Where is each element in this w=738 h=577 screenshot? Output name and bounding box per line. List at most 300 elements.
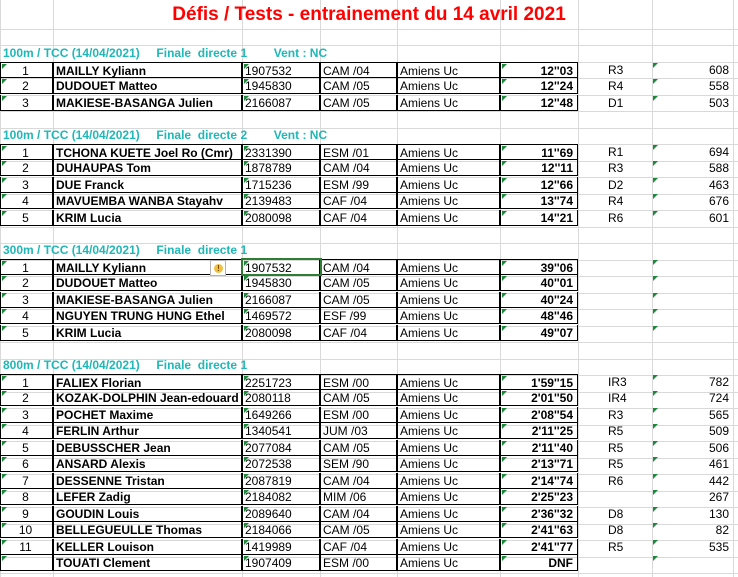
cell-club[interactable]: Amiens Uc [397, 177, 500, 193]
cell-pts[interactable]: 601 [652, 210, 733, 226]
cell-club[interactable]: Amiens Uc [397, 292, 500, 308]
warning-icon[interactable] [210, 260, 226, 276]
warning-dot-icon: ! [214, 264, 223, 273]
cell-club[interactable]: Amiens Uc [397, 95, 500, 111]
comment-marker-icon [502, 540, 507, 545]
cell-pts[interactable]: 130 [652, 506, 733, 522]
comment-marker-icon [653, 96, 658, 101]
cell-club[interactable]: Amiens Uc [397, 522, 500, 538]
comment-marker-icon [2, 326, 7, 331]
cell-perf[interactable]: 2'08''54 [500, 407, 578, 423]
cell-lvl[interactable]: R4 [608, 194, 624, 208]
cell-lvl[interactable]: IR3 [608, 375, 627, 389]
comment-marker-icon [244, 64, 249, 69]
cell-name[interactable]: FALIEX Florian [53, 374, 242, 390]
cell-name[interactable]: LEFER Zadig [53, 489, 242, 505]
cell-license[interactable]: 1715236 [242, 177, 320, 193]
comment-marker-icon [502, 178, 507, 183]
cell-lvl[interactable]: D8 [608, 507, 624, 521]
cell-license[interactable]: 1419989 [242, 539, 320, 555]
cell-pts[interactable]: 442 [652, 473, 733, 489]
cell-rank[interactable]: 4 [0, 423, 53, 439]
comment-marker-icon [653, 408, 658, 413]
table-row [0, 275, 738, 291]
cell-pts[interactable] [652, 292, 733, 308]
cell-rank[interactable]: 1 [0, 259, 53, 275]
cell-rank[interactable]: 2 [0, 160, 53, 176]
cell-pts[interactable] [652, 555, 733, 571]
cell-license[interactable]: 1649266 [242, 407, 320, 423]
cell-cat[interactable]: CAF /04 [320, 210, 397, 226]
cell-cat[interactable]: ESM /00 [320, 555, 397, 571]
table-row [0, 522, 738, 538]
cell-club[interactable]: Amiens Uc [397, 259, 500, 275]
cell-license[interactable]: 2139483 [242, 193, 320, 209]
cell-perf[interactable]: 2'36''32 [500, 506, 578, 522]
cell-club[interactable]: Amiens Uc [397, 440, 500, 456]
comment-marker-icon [2, 161, 7, 166]
cell-rank[interactable]: 5 [0, 210, 53, 226]
cell-club[interactable]: Amiens Uc [397, 473, 500, 489]
cell-perf[interactable]: 2'11''40 [500, 440, 578, 456]
comment-marker-icon [244, 474, 249, 479]
cell-perf[interactable]: 2'01''50 [500, 390, 578, 406]
cell-pts[interactable] [652, 259, 733, 275]
comment-marker-icon [244, 457, 249, 462]
cell-cat[interactable]: SEM /90 [320, 456, 397, 472]
cell-rank[interactable]: 3 [0, 95, 53, 111]
cell-lvl[interactable]: R1 [608, 145, 624, 159]
cell-name[interactable]: NGUYEN TRUNG HUNG Ethel [53, 308, 242, 324]
cell-lvl[interactable]: R3 [608, 63, 624, 77]
cell-license[interactable]: 1907532 [242, 259, 320, 275]
cell-pts[interactable]: 588 [652, 160, 733, 176]
cell-cat[interactable]: CAM /04 [320, 473, 397, 489]
cell-club[interactable]: Amiens Uc [397, 539, 500, 555]
cell-rank[interactable]: 5 [0, 325, 53, 341]
comment-marker-icon [653, 556, 658, 561]
cell-club[interactable]: Amiens Uc [397, 325, 500, 341]
cell-license[interactable]: 2087819 [242, 473, 320, 489]
table-row [0, 539, 738, 555]
cell-name[interactable]: GOUDIN Louis [53, 506, 242, 522]
cell-rank[interactable]: 3 [0, 407, 53, 423]
comment-marker-icon [502, 507, 507, 512]
cell-license[interactable]: 2184082 [242, 489, 320, 505]
comment-marker-icon [244, 161, 249, 166]
cell-name[interactable]: TCHONA KUETE Joel Ro (Cmr) [53, 144, 242, 160]
comment-marker-icon [502, 261, 507, 266]
cell-pts[interactable]: 506 [652, 440, 733, 456]
cell-name[interactable]: DUDOUET Matteo [53, 275, 242, 291]
cell-cat[interactable]: ESM /00 [320, 374, 397, 390]
cell-license[interactable]: 2072538 [242, 456, 320, 472]
cell-pts[interactable]: 535 [652, 539, 733, 555]
cell-pts[interactable]: 782 [652, 374, 733, 390]
cell-cat[interactable]: CAM /05 [320, 95, 397, 111]
cell-pts[interactable] [652, 275, 733, 291]
table-row [0, 308, 738, 324]
cell-cat[interactable]: JUM /03 [320, 423, 397, 439]
cell-lvl[interactable] [578, 325, 652, 341]
cell-rank[interactable]: 2 [0, 390, 53, 406]
comment-marker-icon [502, 211, 507, 216]
comment-marker-icon [502, 79, 507, 84]
cell-license[interactable]: 2080118 [242, 390, 320, 406]
comment-marker-icon [244, 293, 249, 298]
cell-license[interactable]: 2166087 [242, 292, 320, 308]
cell-club[interactable]: Amiens Uc [397, 193, 500, 209]
cell-license[interactable]: 2251723 [242, 374, 320, 390]
cell-license[interactable]: 1340541 [242, 423, 320, 439]
comment-marker-icon [244, 540, 249, 545]
cell-perf[interactable]: 2'41''77 [500, 539, 578, 555]
cell-perf[interactable]: 14''21 [500, 210, 578, 226]
table-row [0, 390, 738, 406]
cell-lvl[interactable]: R4 [608, 79, 624, 93]
comment-marker-icon [2, 96, 7, 101]
cell-cat[interactable]: CAM /05 [320, 78, 397, 94]
table-row [0, 423, 738, 439]
cell-rank[interactable]: 1 [0, 374, 53, 390]
table-row [0, 473, 738, 489]
comment-marker-icon [502, 391, 507, 396]
cell-name[interactable]: POCHET Maxime [53, 407, 242, 423]
cell-license[interactable]: 2080098 [242, 325, 320, 341]
comment-marker-icon [502, 408, 507, 413]
comment-marker-icon [653, 260, 658, 265]
comment-marker-icon [502, 96, 507, 101]
cell-license[interactable]: 1907532 [242, 62, 320, 78]
cell-license[interactable]: 1469572 [242, 308, 320, 324]
comment-marker-icon [502, 376, 507, 381]
table-row [0, 506, 738, 522]
cell-club[interactable]: Amiens Uc [397, 506, 500, 522]
comment-marker-icon [2, 424, 7, 429]
cell-cat[interactable]: CAF /04 [320, 193, 397, 209]
comment-marker-icon [653, 326, 658, 331]
section-header: 300m / TCC (14/04/2021) Finale directe 1 [3, 243, 248, 257]
comment-marker-icon [244, 424, 249, 429]
cell-lvl[interactable]: R6 [608, 211, 624, 225]
comment-marker-icon [2, 540, 7, 545]
comment-marker-icon [653, 63, 658, 68]
cell-name[interactable]: MAKIESE-BASANGA Julien [53, 95, 242, 111]
comment-marker-icon [244, 408, 249, 413]
cell-perf[interactable]: 13''74 [500, 193, 578, 209]
cell-rank[interactable]: 10 [0, 522, 53, 538]
comment-marker-icon [244, 556, 249, 561]
cell-perf[interactable]: 12''11 [500, 160, 578, 176]
cell-pts[interactable]: 82 [652, 522, 733, 538]
comment-marker-icon [502, 490, 507, 495]
cell-name[interactable]: DUDOUET Matteo [53, 78, 242, 94]
cell-rank[interactable]: 11 [0, 539, 53, 555]
cell-cat[interactable]: CAM /05 [320, 292, 397, 308]
cell-cat[interactable]: CAM /04 [320, 506, 397, 522]
cell-perf[interactable]: 39''06 [500, 259, 578, 275]
cell-club[interactable]: Amiens Uc [397, 62, 500, 78]
cell-club[interactable]: Amiens Uc [397, 407, 500, 423]
grid-row-line [0, 342, 738, 343]
cell-club[interactable]: Amiens Uc [397, 210, 500, 226]
cell-rank[interactable]: 7 [0, 473, 53, 489]
cell-name[interactable]: DEBUSSCHER Jean [53, 440, 242, 456]
cell-pts[interactable]: 267 [652, 489, 733, 505]
cell-name[interactable]: BELLEGUEULLE Thomas [53, 522, 242, 538]
cell-rank[interactable]: 2 [0, 78, 53, 94]
comment-marker-icon [244, 326, 249, 331]
cell-lvl[interactable]: R5 [608, 424, 624, 438]
grid-row-line [0, 29, 738, 30]
cell-lvl[interactable]: IR4 [608, 391, 627, 405]
table-row [0, 374, 738, 390]
cell-pts[interactable]: 694 [652, 144, 733, 160]
cell-cat[interactable]: MIM /06 [320, 489, 397, 505]
selected-cell-outline [241, 258, 322, 276]
comment-marker-icon [653, 79, 658, 84]
cell-pts[interactable]: 461 [652, 456, 733, 472]
cell-cat[interactable]: ESM /99 [320, 177, 397, 193]
cell-perf[interactable]: 2'25''23 [500, 489, 578, 505]
cell-perf[interactable]: 2'13''71 [500, 456, 578, 472]
cell-lvl[interactable]: R3 [608, 161, 624, 175]
cell-rank[interactable]: 9 [0, 506, 53, 522]
grid-row-line [0, 573, 738, 574]
cell-name[interactable]: MAILLY Kyliann [53, 259, 242, 275]
cell-pts[interactable]: 503 [652, 95, 733, 111]
cell-perf[interactable]: 40''01 [500, 275, 578, 291]
cell-club[interactable]: Amiens Uc [397, 423, 500, 439]
cell-cat[interactable]: CAM /04 [320, 259, 397, 275]
cell-license[interactable]: 2077084 [242, 440, 320, 456]
cell-perf[interactable]: 40''24 [500, 292, 578, 308]
cell-perf[interactable]: 48''46 [500, 308, 578, 324]
cell-cat[interactable]: CAM /04 [320, 62, 397, 78]
cell-perf[interactable]: 1'59''15 [500, 374, 578, 390]
comment-marker-icon [502, 161, 507, 166]
cell-pts[interactable] [652, 308, 733, 324]
cell-name[interactable]: MAVUEMBA WANBA Stayahv [53, 193, 242, 209]
cell-name[interactable]: KELLER Louison [53, 539, 242, 555]
table-row [0, 193, 738, 209]
cell-club[interactable]: Amiens Uc [397, 390, 500, 406]
comment-marker-icon [502, 276, 507, 281]
table-row [0, 160, 738, 176]
cell-club[interactable]: Amiens Uc [397, 160, 500, 176]
cell-perf[interactable]: 12''48 [500, 95, 578, 111]
section-header: 100m / TCC (14/04/2021) Finale directe 1 Vent : NC [3, 46, 328, 60]
comment-marker-icon [244, 194, 249, 199]
section-header: 800m / TCC (14/04/2021) Finale directe 1 [3, 358, 248, 372]
cell-cat[interactable]: CAM /05 [320, 390, 397, 406]
cell-lvl[interactable] [578, 259, 652, 275]
cell-license[interactable]: 2184066 [242, 522, 320, 538]
comment-marker-icon [244, 211, 249, 216]
cell-perf[interactable]: 2'14''74 [500, 473, 578, 489]
table-row [0, 62, 738, 78]
cell-cat[interactable]: CAM /05 [320, 440, 397, 456]
cell-club[interactable]: Amiens Uc [397, 78, 500, 94]
cell-club[interactable]: Amiens Uc [397, 374, 500, 390]
cell-cat[interactable]: ESM /01 [320, 144, 397, 160]
table-row [0, 555, 738, 571]
comment-marker-icon [653, 523, 658, 528]
cell-perf[interactable]: 12''03 [500, 62, 578, 78]
cell-cat[interactable]: ESF /99 [320, 308, 397, 324]
comment-marker-icon [2, 64, 7, 69]
cell-club[interactable]: Amiens Uc [397, 275, 500, 291]
cell-perf[interactable]: 49''07 [500, 325, 578, 341]
comment-marker-icon [2, 293, 7, 298]
comment-marker-icon [244, 146, 249, 151]
comment-marker-icon [653, 375, 658, 380]
cell-license[interactable]: 2331390 [242, 144, 320, 160]
cell-lvl[interactable]: D8 [608, 523, 624, 537]
cell-lvl[interactable]: R3 [608, 408, 624, 422]
cell-lvl[interactable]: D2 [608, 178, 624, 192]
comment-marker-icon [502, 474, 507, 479]
comment-marker-icon [653, 540, 658, 545]
cell-lvl[interactable]: R5 [608, 441, 624, 455]
comment-marker-icon [244, 178, 249, 183]
cell-license[interactable]: 1945830 [242, 275, 320, 291]
comment-marker-icon [244, 523, 249, 528]
cell-lvl[interactable] [578, 308, 652, 324]
cell-license[interactable]: 1907409 [242, 555, 320, 571]
cell-rank[interactable]: 3 [0, 292, 53, 308]
cell-cat[interactable]: CAM /04 [320, 160, 397, 176]
cell-club[interactable]: Amiens Uc [397, 555, 500, 571]
comment-marker-icon [244, 309, 249, 314]
comment-marker-icon [502, 293, 507, 298]
cell-rank[interactable]: 1 [0, 62, 53, 78]
cell-name[interactable]: ANSARD Alexis [53, 456, 242, 472]
cell-pts[interactable]: 463 [652, 177, 733, 193]
comment-marker-icon [502, 441, 507, 446]
cell-name[interactable]: DUHAUPAS Tom [53, 160, 242, 176]
cell-lvl[interactable]: R5 [608, 540, 624, 554]
comment-marker-icon [502, 457, 507, 462]
grid-row-line [0, 111, 738, 112]
cell-cat[interactable]: CAF /04 [320, 539, 397, 555]
cell-lvl[interactable]: R5 [608, 457, 624, 471]
cell-club[interactable]: Amiens Uc [397, 144, 500, 160]
comment-marker-icon [653, 145, 658, 150]
cell-rank[interactable]: 2 [0, 275, 53, 291]
cell-pts[interactable]: 565 [652, 407, 733, 423]
cell-cat[interactable]: CAM /05 [320, 522, 397, 538]
comment-marker-icon [653, 507, 658, 512]
table-row [0, 210, 738, 226]
cell-name[interactable]: KRIM Lucia [53, 210, 242, 226]
cell-pts[interactable] [652, 325, 733, 341]
comment-marker-icon [502, 523, 507, 528]
table-row [0, 456, 738, 472]
cell-pts[interactable]: 509 [652, 423, 733, 439]
cell-rank[interactable]: 8 [0, 489, 53, 505]
comment-marker-icon [653, 424, 658, 429]
cell-lvl[interactable] [578, 489, 652, 505]
cell-perf[interactable]: DNF [500, 555, 578, 571]
comment-marker-icon [653, 490, 658, 495]
comment-marker-icon [2, 441, 7, 446]
cell-license[interactable]: 2080098 [242, 210, 320, 226]
cell-perf[interactable]: 2'11''25 [500, 423, 578, 439]
table-row [0, 177, 738, 193]
cell-rank[interactable]: 1 [0, 144, 53, 160]
cell-lvl[interactable]: D1 [608, 96, 624, 110]
section-header: 100m / TCC (14/04/2021) Finale directe 2 Vent : NC [3, 128, 328, 142]
comment-marker-icon [2, 309, 7, 314]
cell-perf[interactable]: 12''24 [500, 78, 578, 94]
comment-marker-icon [502, 556, 507, 561]
cell-name[interactable]: MAILLY Kyliann [53, 62, 242, 78]
cell-perf[interactable]: 11''69 [500, 144, 578, 160]
cell-license[interactable]: 2089640 [242, 506, 320, 522]
cell-cat[interactable]: ESM /00 [320, 407, 397, 423]
table-row [0, 407, 738, 423]
cell-lvl[interactable] [578, 292, 652, 308]
cell-cat[interactable]: CAF /04 [320, 325, 397, 341]
comment-marker-icon [653, 276, 658, 281]
cell-rank[interactable]: 3 [0, 177, 53, 193]
cell-perf[interactable]: 12''66 [500, 177, 578, 193]
cell-name[interactable]: KRIM Lucia [53, 325, 242, 341]
comment-marker-icon [502, 64, 507, 69]
comment-marker-icon [653, 194, 658, 199]
cell-name[interactable]: DUE Franck [53, 177, 242, 193]
cell-license[interactable]: 2166087 [242, 95, 320, 111]
cell-lvl[interactable] [578, 555, 652, 571]
cell-pts[interactable]: 608 [652, 62, 733, 78]
cell-pts[interactable]: 676 [652, 193, 733, 209]
cell-pts[interactable]: 558 [652, 78, 733, 94]
cell-club[interactable]: Amiens Uc [397, 456, 500, 472]
cell-pts[interactable]: 724 [652, 390, 733, 406]
cell-lvl[interactable]: R6 [608, 474, 624, 488]
comment-marker-icon [502, 326, 507, 331]
comment-marker-icon [653, 309, 658, 314]
comment-marker-icon [2, 178, 7, 183]
cell-rank[interactable] [0, 555, 53, 571]
cell-name[interactable]: DESSENNE Tristan [53, 473, 242, 489]
cell-club[interactable]: Amiens Uc [397, 308, 500, 324]
comment-marker-icon [2, 474, 7, 479]
cell-name[interactable]: TOUATI Clement [53, 555, 242, 571]
cell-name[interactable]: KOZAK-DOLPHIN Jean-edouard [53, 390, 242, 406]
comment-marker-icon [2, 146, 7, 151]
cell-cat[interactable]: CAM /05 [320, 275, 397, 291]
cell-rank[interactable]: 5 [0, 440, 53, 456]
cell-rank[interactable]: 4 [0, 308, 53, 324]
cell-rank[interactable]: 6 [0, 456, 53, 472]
cell-license[interactable]: 1945830 [242, 78, 320, 94]
cell-lvl[interactable] [578, 275, 652, 291]
comment-marker-icon [2, 457, 7, 462]
comment-marker-icon [2, 391, 7, 396]
comment-marker-icon [244, 441, 249, 446]
comment-marker-icon [502, 424, 507, 429]
table-row [0, 325, 738, 341]
cell-perf[interactable]: 2'41''63 [500, 522, 578, 538]
cell-name[interactable]: FERLIN Arthur [53, 423, 242, 439]
comment-marker-icon [653, 441, 658, 446]
cell-name[interactable]: MAKIESE-BASANGA Julien [53, 292, 242, 308]
cell-club[interactable]: Amiens Uc [397, 489, 500, 505]
cell-rank[interactable]: 4 [0, 193, 53, 209]
cell-license[interactable]: 1878789 [242, 160, 320, 176]
